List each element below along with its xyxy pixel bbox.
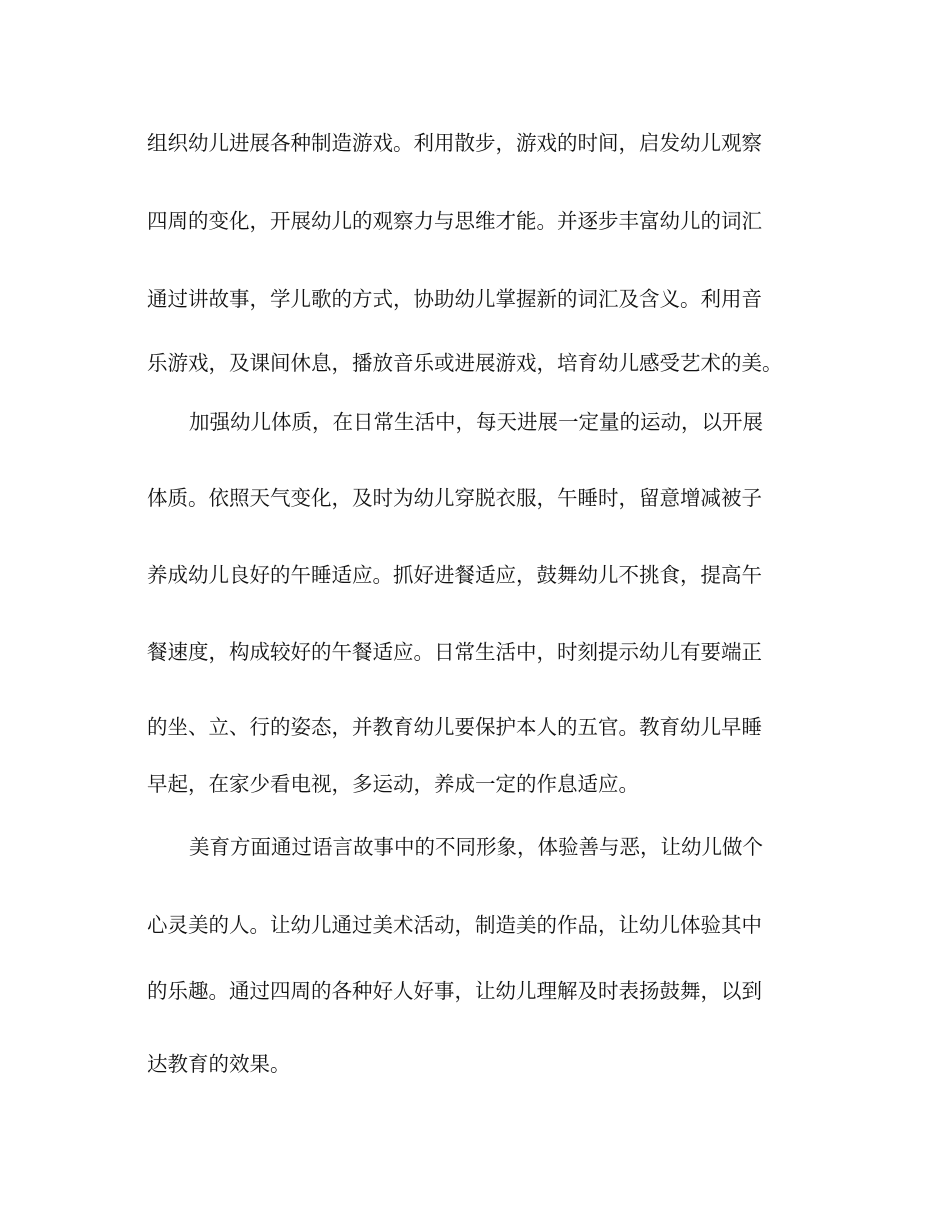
- text-line: 早起，在家少看电视，多运动，养成一定的作息适应。: [147, 772, 639, 796]
- paragraph-first-line: 加强幼儿体质，在日常生活中，每天进展一定量的运动，以开展: [189, 410, 763, 434]
- paragraph-first-line: 美育方面通过语言故事中的不同形象，体验善与恶，让幼儿做个: [189, 835, 763, 859]
- text-line: 乐游戏，及课间休息，播放音乐或进展游戏，培育幼儿感受艺术的美。: [147, 351, 783, 375]
- text-line: 心灵美的人。让幼儿通过美术活动，制造美的作品，让幼儿体验其中: [147, 913, 762, 937]
- text-line: 达教育的效果。: [147, 1052, 291, 1076]
- text-line: 体质。依照天气变化，及时为幼儿穿脱衣服，午睡时，留意增减被子: [147, 486, 762, 510]
- text-line: 通过讲故事，学儿歌的方式，协助幼儿掌握新的词汇及含义。利用音: [147, 287, 762, 311]
- text-line: 的乐趣。通过四周的各种好人好事，让幼儿理解及时表扬鼓舞，以到: [147, 979, 762, 1003]
- text-line: 的坐、立、行的姿态，并教育幼儿要保护本人的五官。教育幼儿早睡: [147, 715, 762, 739]
- text-line: 组织幼儿进展各种制造游戏。利用散步，游戏的时间，启发幼儿观察: [147, 131, 762, 155]
- text-line: 四周的变化，开展幼儿的观察力与思维才能。并逐步丰富幼儿的词汇: [147, 209, 762, 233]
- text-line: 餐速度，构成较好的午餐适应。日常生活中，时刻提示幼儿有要端正: [147, 640, 762, 664]
- text-line: 养成幼儿良好的午睡适应。抓好进餐适应，鼓舞幼儿不挑食，提高午: [147, 563, 762, 587]
